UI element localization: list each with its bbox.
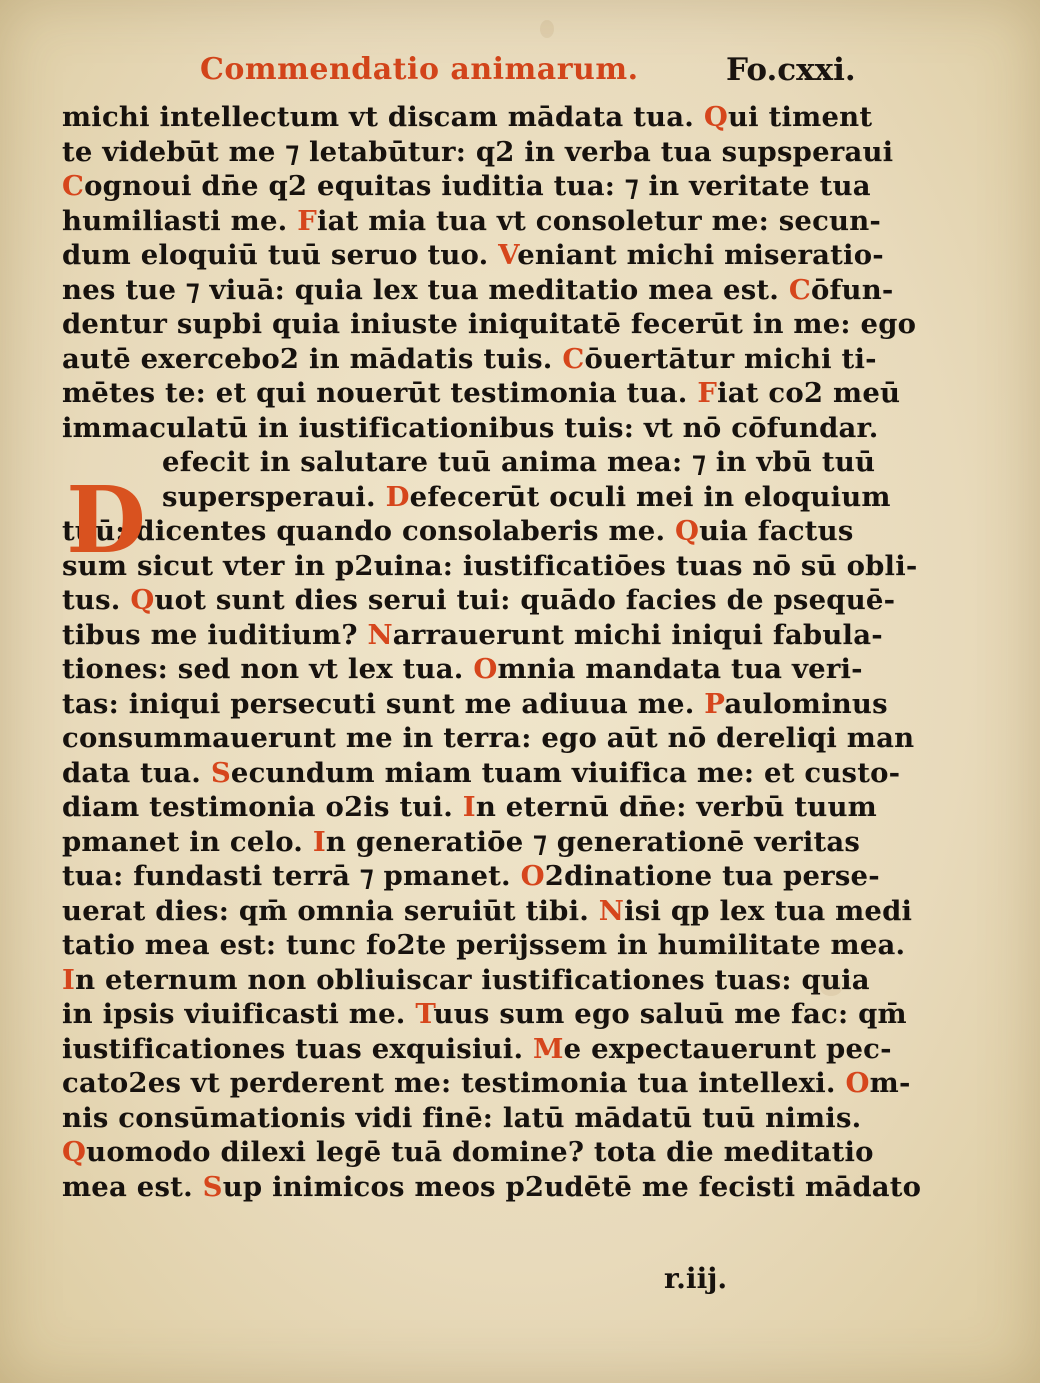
rubric-initial: Q — [675, 515, 700, 547]
text-line — [62, 687, 888, 722]
rubric-initial: I — [312, 825, 326, 858]
rubric-initial: N — [367, 618, 393, 651]
text-line — [62, 169, 882, 204]
rubric-initial: V — [498, 239, 518, 271]
text-run: tatio mea est: tunc fo2te perijssem in humilitate mea. — [62, 929, 906, 961]
text-line — [62, 549, 918, 584]
text-run: pmanet in celo. — [62, 825, 313, 858]
text-run: tus. — [62, 584, 131, 616]
text-run: consummauerunt me in terra: ego aūt nō dereliqi man — [62, 722, 915, 754]
text-line — [62, 1170, 922, 1205]
text-lines-top — [62, 100, 917, 445]
text-run: efecit in salutare tuū anima mea: ⁊ in vbū tuū — [162, 446, 876, 478]
rubric-initial: P — [704, 687, 725, 720]
text-line — [62, 204, 882, 239]
rubric-initial: F — [697, 377, 718, 409]
text-run: dum eloquiū tuū seruo tuo. — [62, 239, 499, 271]
page-header — [0, 52, 1040, 96]
rubric-initial: O — [520, 860, 545, 892]
text-run: ecundum miam tuam viuifica me: et custo- — [230, 756, 901, 789]
text-run: e expectauerunt pec- — [563, 1032, 892, 1065]
paper-stain — [540, 20, 554, 38]
rubric-initial: T — [415, 998, 434, 1030]
text-line — [62, 1066, 911, 1101]
text-run: tiones: sed non vt lex tua. — [62, 653, 474, 685]
rubric-initial: F — [297, 204, 317, 237]
folio-number: Fo.cxxi. — [726, 52, 856, 88]
text-run: mnia mandata tua veri- — [497, 653, 863, 685]
text-line — [62, 756, 901, 791]
text-run: n eternum non obliuiscar iustificationes tuas: quia — [75, 963, 870, 996]
text-run: diam testimonia o2is tui. — [62, 791, 463, 823]
text-line — [62, 445, 882, 480]
text-run: ōfun- — [810, 273, 894, 306]
text-run: cato2es vt perderent me: testimonia tua intellexi. — [62, 1067, 846, 1099]
text-run: michi intellectum vt discam mādata tua. — [62, 101, 704, 133]
text-run: uot sunt dies serui tui: quādo facies de psequē- — [154, 584, 896, 616]
rubric-initial: C — [788, 273, 811, 306]
text-run: n eternū dn̄e: verbū tuum — [475, 791, 877, 823]
text-run: arrauerunt michi iniqui fabula- — [392, 618, 883, 651]
text-line — [62, 928, 906, 963]
text-run: sum sicut vter in p2uina: iustificatiōes tuas nō sū obli- — [62, 549, 918, 582]
text-run: humiliasti me. — [62, 204, 298, 237]
text-run: supersperaui. — [162, 480, 386, 513]
rubric-initial: D — [385, 480, 410, 513]
text-run: in ipsis viuificasti me. — [62, 998, 416, 1030]
text-run: efecerūt oculi mei in eloquium — [409, 480, 891, 513]
text-run: iat co2 meū — [717, 377, 901, 409]
text-run: autē exercebo2 in mādatis tuis. — [62, 342, 563, 375]
rubric-initial: Q — [62, 1136, 87, 1168]
text-run: ognoui dn̄e q2 equitas iuditia tua: ⁊ in veritate tua — [84, 170, 871, 202]
rubric-initial: C — [562, 342, 585, 375]
rubric-initial: S — [202, 1170, 223, 1203]
text-run: immaculatū in iustificationibus tuis: vt nō cōfundar. — [62, 411, 879, 444]
text-run: tua: fundasti terrā ⁊ pmanet. — [62, 860, 521, 892]
text-run: nis consūmationis vidi finē: latū mādatū tuū nimis. — [62, 1101, 862, 1134]
text-line — [62, 342, 882, 377]
text-run: data tua. — [62, 756, 211, 789]
text-run: uus sum ego saluū me fac: qm̄ — [433, 998, 907, 1030]
signature-mark: r.iij. — [664, 1262, 728, 1295]
text-line — [62, 790, 882, 825]
text-line — [62, 411, 882, 446]
text-line — [62, 238, 882, 273]
text-line — [62, 1032, 892, 1067]
text-run: uomodo dilexi legē tuā domine? tota die meditatio — [86, 1136, 874, 1168]
text-line — [62, 1135, 882, 1170]
text-line — [62, 1101, 882, 1136]
text-run: eniant michi miseratio- — [517, 239, 884, 271]
text-line — [62, 894, 913, 929]
text-line — [62, 514, 882, 549]
rubric-initial: I — [62, 963, 76, 996]
text-run: ui timent — [727, 101, 873, 133]
text-run: uia factus — [699, 515, 854, 547]
text-run: aulominus — [724, 687, 888, 720]
text-run: m- — [869, 1067, 911, 1099]
text-line — [62, 652, 882, 687]
text-line — [62, 135, 894, 170]
rubric-initial: N — [598, 894, 625, 927]
text-run: up inimicos meos p2udētē me fecisti mādato — [222, 1170, 922, 1203]
text-line — [62, 100, 882, 135]
text-run: iat mia tua vt consoletur me: secun- — [316, 204, 882, 237]
text-line — [62, 859, 882, 894]
text-line — [62, 997, 907, 1032]
rubric-initial: O — [473, 653, 498, 685]
text-block — [62, 100, 922, 1300]
rubric-initial: Q — [130, 584, 155, 616]
text-run: iustificationes tuas exquisiui. — [62, 1032, 533, 1065]
decorated-initial: D — [66, 466, 146, 574]
text-lines-initial — [62, 445, 891, 514]
text-line — [62, 583, 896, 618]
text-line — [62, 307, 917, 342]
text-run: tibus me iuditium? — [62, 618, 368, 651]
text-lines-bottom — [62, 514, 922, 1204]
text-run: mea est. — [62, 1170, 203, 1203]
running-title: Commendatio animarum. — [200, 52, 639, 87]
rubric-initial: I — [462, 791, 476, 823]
rubric-initial: M — [533, 1032, 564, 1065]
text-line — [62, 825, 882, 860]
text-line — [62, 721, 915, 756]
text-run: tas: iniqui persecuti sunt me adiuua me. — [62, 687, 705, 720]
text-run: ōuertātur michi ti- — [584, 342, 877, 375]
text-line — [62, 376, 901, 411]
text-line — [62, 480, 891, 515]
text-run: mētes te: et qui nouerūt testimonia tua. — [62, 377, 698, 409]
text-run: dentur supbi quia iniuste iniquitatē fecerūt in me: ego — [62, 308, 917, 340]
rubric-initial: Q — [703, 101, 728, 133]
text-line — [62, 618, 882, 653]
text-run: uerat dies: qm̄ omnia seruiūt tibi. — [62, 894, 599, 927]
rubric-initial: C — [62, 170, 85, 202]
rubric-initial: O — [845, 1067, 870, 1099]
text-line — [62, 963, 882, 998]
text-run: nes tue ⁊ viuā: quia lex tua meditatio mea est. — [62, 273, 789, 306]
text-line — [62, 273, 894, 308]
text-run: 2dinatione tua perse- — [544, 860, 880, 892]
text-run: isi qp lex tua medi — [624, 894, 913, 927]
rubric-initial: S — [210, 756, 231, 789]
text-run: tuū: dicentes quando consolaberis me. — [62, 515, 675, 547]
text-run: te videbūt me ⁊ letabūtur: q2 in verba tua supsperaui — [62, 135, 894, 168]
text-run: n generatiōe ⁊ generationē veritas — [325, 825, 861, 858]
